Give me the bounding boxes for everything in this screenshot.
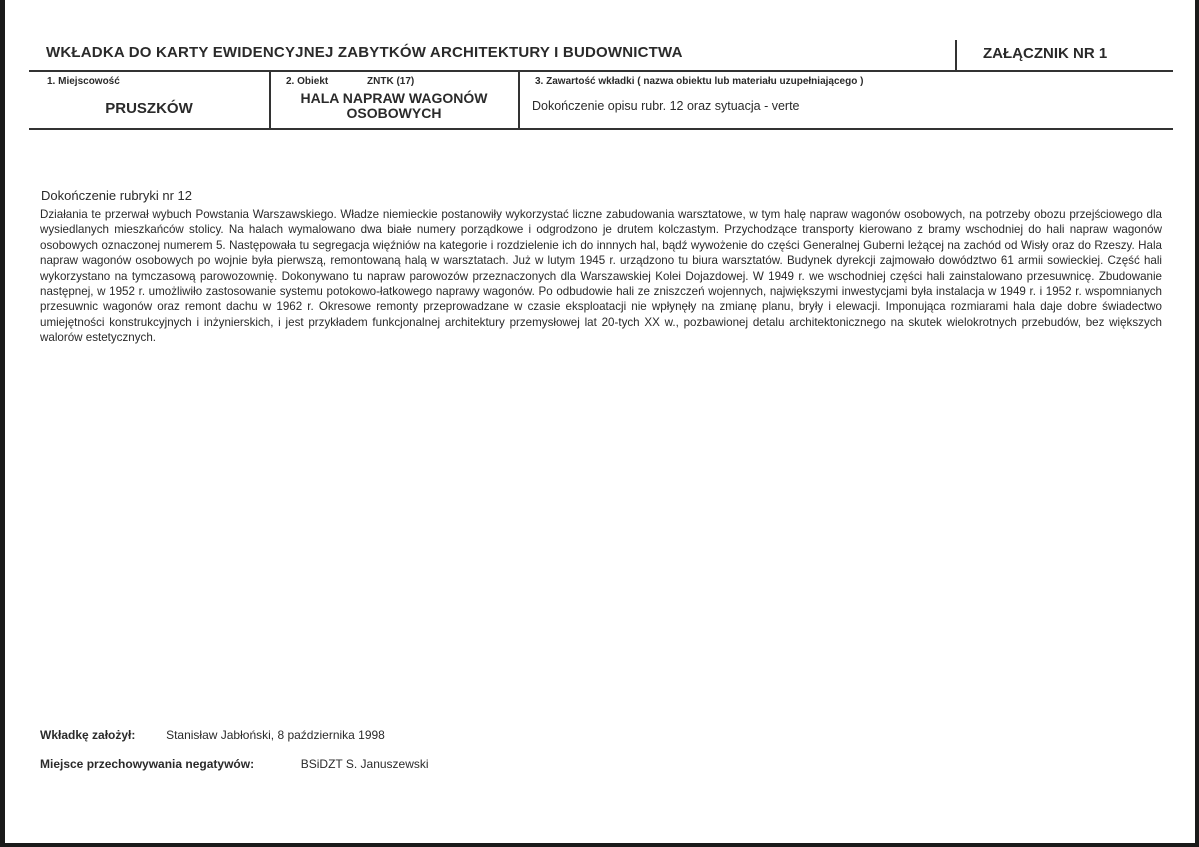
author-value: Stanisław Jabłoński, 8 października 1998 [166, 728, 385, 742]
section-body-text: Działania te przerwał wybuch Powstania Warszawskiego. Władze niemieckie postanowiły wykorzystać liczne zabudowania warsztatowe, w tym halę napraw wagonów osobowych, na potrzeby obozu przejściowego dla wysiedlanych mieszkańców stolicy. Na halach wymalowano dwa białe numery porządkowe i odgrodzono je drutem kolczastym. Przychodzące transporty kierowano z bramy wschodniej do hali napraw wagonów osobowych oznaczonej numerem 5. Następowała tu segregacja więźniów na kategorie i rozdzielenie ich do innnych hal, bądź wywożenie do części Generalnej Guberni leżącej na zachód od Wisły oraz do Rzeszy. Hala napraw wagonów osobowych po wojnie była pierwszą, remontowaną halą w warsztatach. Już w lutym 1945 r. urządzono tu biura warsztatów. Budynek dyrekcji zajmowało dowództwo 61 armii sowieckiej. Część hali wykorzystano na tymczasową parowozownię. Dokonywano tu napraw parowozów przeznaczonych dla Warszawskiej Kolei Dojazdowej. W 1949 r. we wschodniej części hali zainstalowano przesuwnicę. Zbudowanie następnej, w 1952 r. umożliwiło zastosowanie systemu potokowo-łatkowego naprawy wagonów. Po odbudowie hali ze zniszczeń wojennych, największymi inwestycjami była instalacja w 1949 r. i 1952 r. wspomnianych przesuwnic wagonów oraz remont dachu w 1962 r. Okresowe remonty przeprowadzane w czasie eksploatacji nie wpłynęły na zmianę planu, bryły i elewacji. Imponująca rozmiarami hala daje dobre świadectwo umiejętności konstrukcyjnych i inżynierskich, i jest przykładem funkcjonalnej architektury przemysłowej lat 20-tych XX w., pozbawionej detalu architektonicznego na skutek wielokrotnych przebudów, bez większych walorów estetycznych. [40, 208, 1162, 345]
negatives-value: BSiDZT S. Januszewski [300, 757, 429, 771]
table-top-rule [29, 70, 1173, 72]
section-title: Dokończenie rubryki nr 12 [41, 188, 193, 203]
content-label: 3. Zawartość wkładki ( nazwa obiektu lub materiału uzupełniającego ) [535, 76, 864, 87]
scan-edge-right [1195, 0, 1199, 847]
object-code: ZNTK (17) [367, 76, 415, 87]
object-label: 2. Obiekt [286, 76, 329, 87]
table-bottom-rule [29, 128, 1173, 130]
locality-value: PRUSZKÓW [105, 100, 193, 117]
annex-number: ZAŁĄCZNIK NR 1 [983, 45, 1108, 62]
scan-edge-bottom [0, 843, 1199, 847]
negatives-label: Miejsce przechowywania negatywów: [40, 757, 255, 771]
column-divider-2 [518, 71, 520, 129]
author-row [40, 728, 385, 742]
scan-edge-left [0, 0, 5, 847]
object-name-line1: HALA NAPRAW WAGONÓW [300, 90, 488, 106]
locality-label: 1. Miejscowość [47, 76, 120, 87]
content-value: Dokończenie opisu rubr. 12 oraz sytuacja - verte [532, 99, 800, 113]
negatives-row [40, 757, 429, 771]
author-label: Wkładkę założył: [40, 728, 136, 742]
card-title: WKŁADKA DO KARTY EWIDENCYJNEJ ZABYTKÓW ARCHITEKTURY I BUDOWNICTWA [46, 44, 683, 61]
object-name-line2: OSOBOWYCH [346, 105, 442, 121]
header-divider [955, 40, 957, 70]
